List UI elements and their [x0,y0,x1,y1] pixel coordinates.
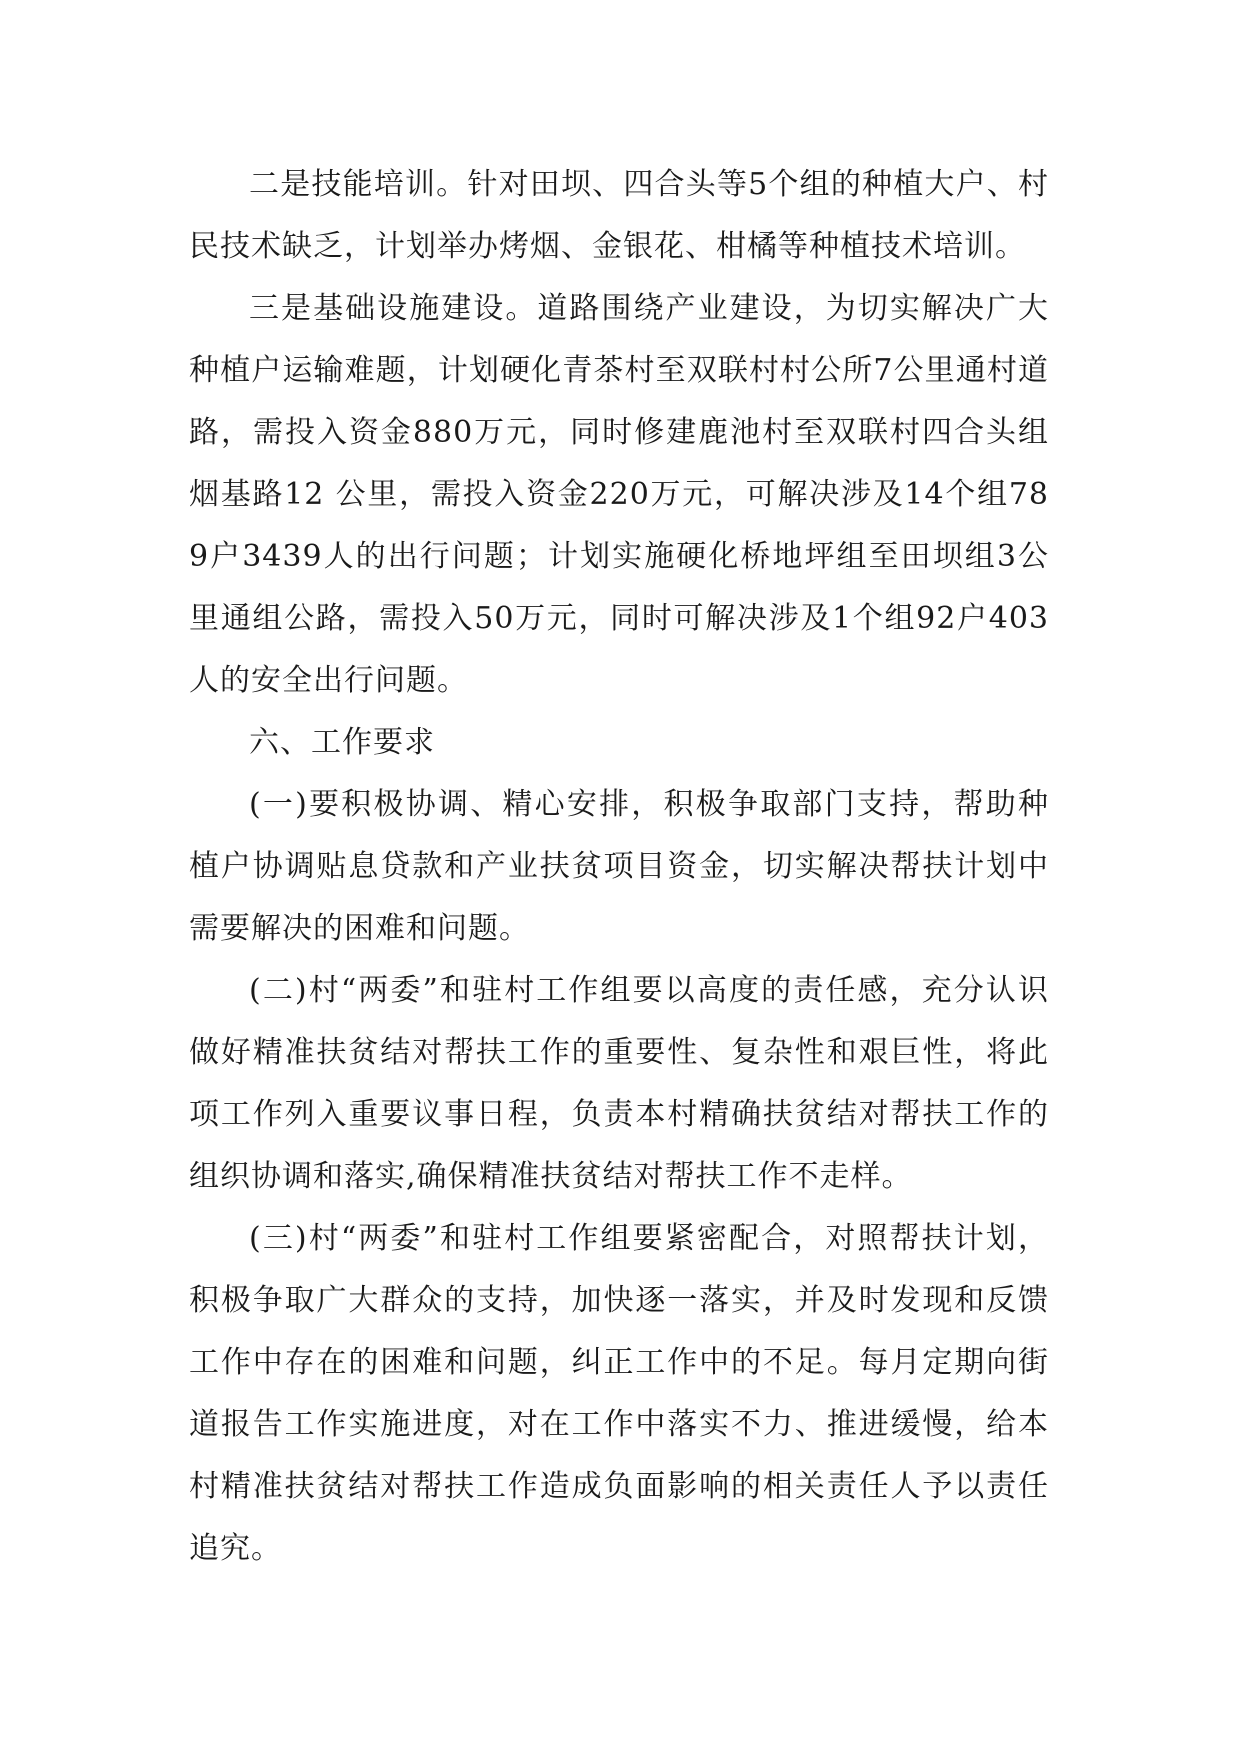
requirement-item-3: (三)村“两委”和驻村工作组要紧密配合，对照帮扶计划，积极争取广大群众的支持，加快逐一落实，并及时发现和反馈工作中存在的困难和问题，纠正工作中的不足。每月定期向街道报告工作实施进度，对在工作中落实不力、推进缓慢，给本村精准扶贫结对帮扶工作造成负面影响的相关责任人予以责任追究。 [189,1221,1049,1566]
section-heading-work-requirements: 六、工作要求 [249,725,435,760]
paragraph-infrastructure: 三是基础设施建设。道路围绕产业建设，为切实解决广大种植户运输难题，计划硬化青茶村至双联村村公所7公里通村道路，需投入资金880万元，同时修建鹿池村至双联村四合头组烟基路12 公里，需投入资金220万元，可解决涉及14个组789户3439人的出行问题；计划实施硬化桥地坪组至田坝组3公里通组公路，需投入50万元，同时可解决涉及1个组92户403人的安全出行问题。 [189,291,1049,698]
requirement-item-2: (二)村“两委”和驻村工作组要以高度的责任感，充分认识做好精准扶贫结对帮扶工作的重要性、复杂性和艰巨性，将此项工作列入重要议事日程，负责本村精确扶贫结对帮扶工作的组织协调和落实,确保精准扶贫结对帮扶工作不走样。 [189,973,1049,1194]
paragraph-skills-training: 二是技能培训。针对田坝、四合头等5个组的种植大户、村民技术缺乏，计划举办烤烟、金银花、柑橘等种植技术培训。 [189,167,1049,264]
requirement-item-1: (一)要积极协调、精心安排，积极争取部门支持，帮助种植户协调贴息贷款和产业扶贫项目资金，切实解决帮扶计划中需要解决的困难和问题。 [189,787,1049,946]
document-body [189,154,1049,1580]
